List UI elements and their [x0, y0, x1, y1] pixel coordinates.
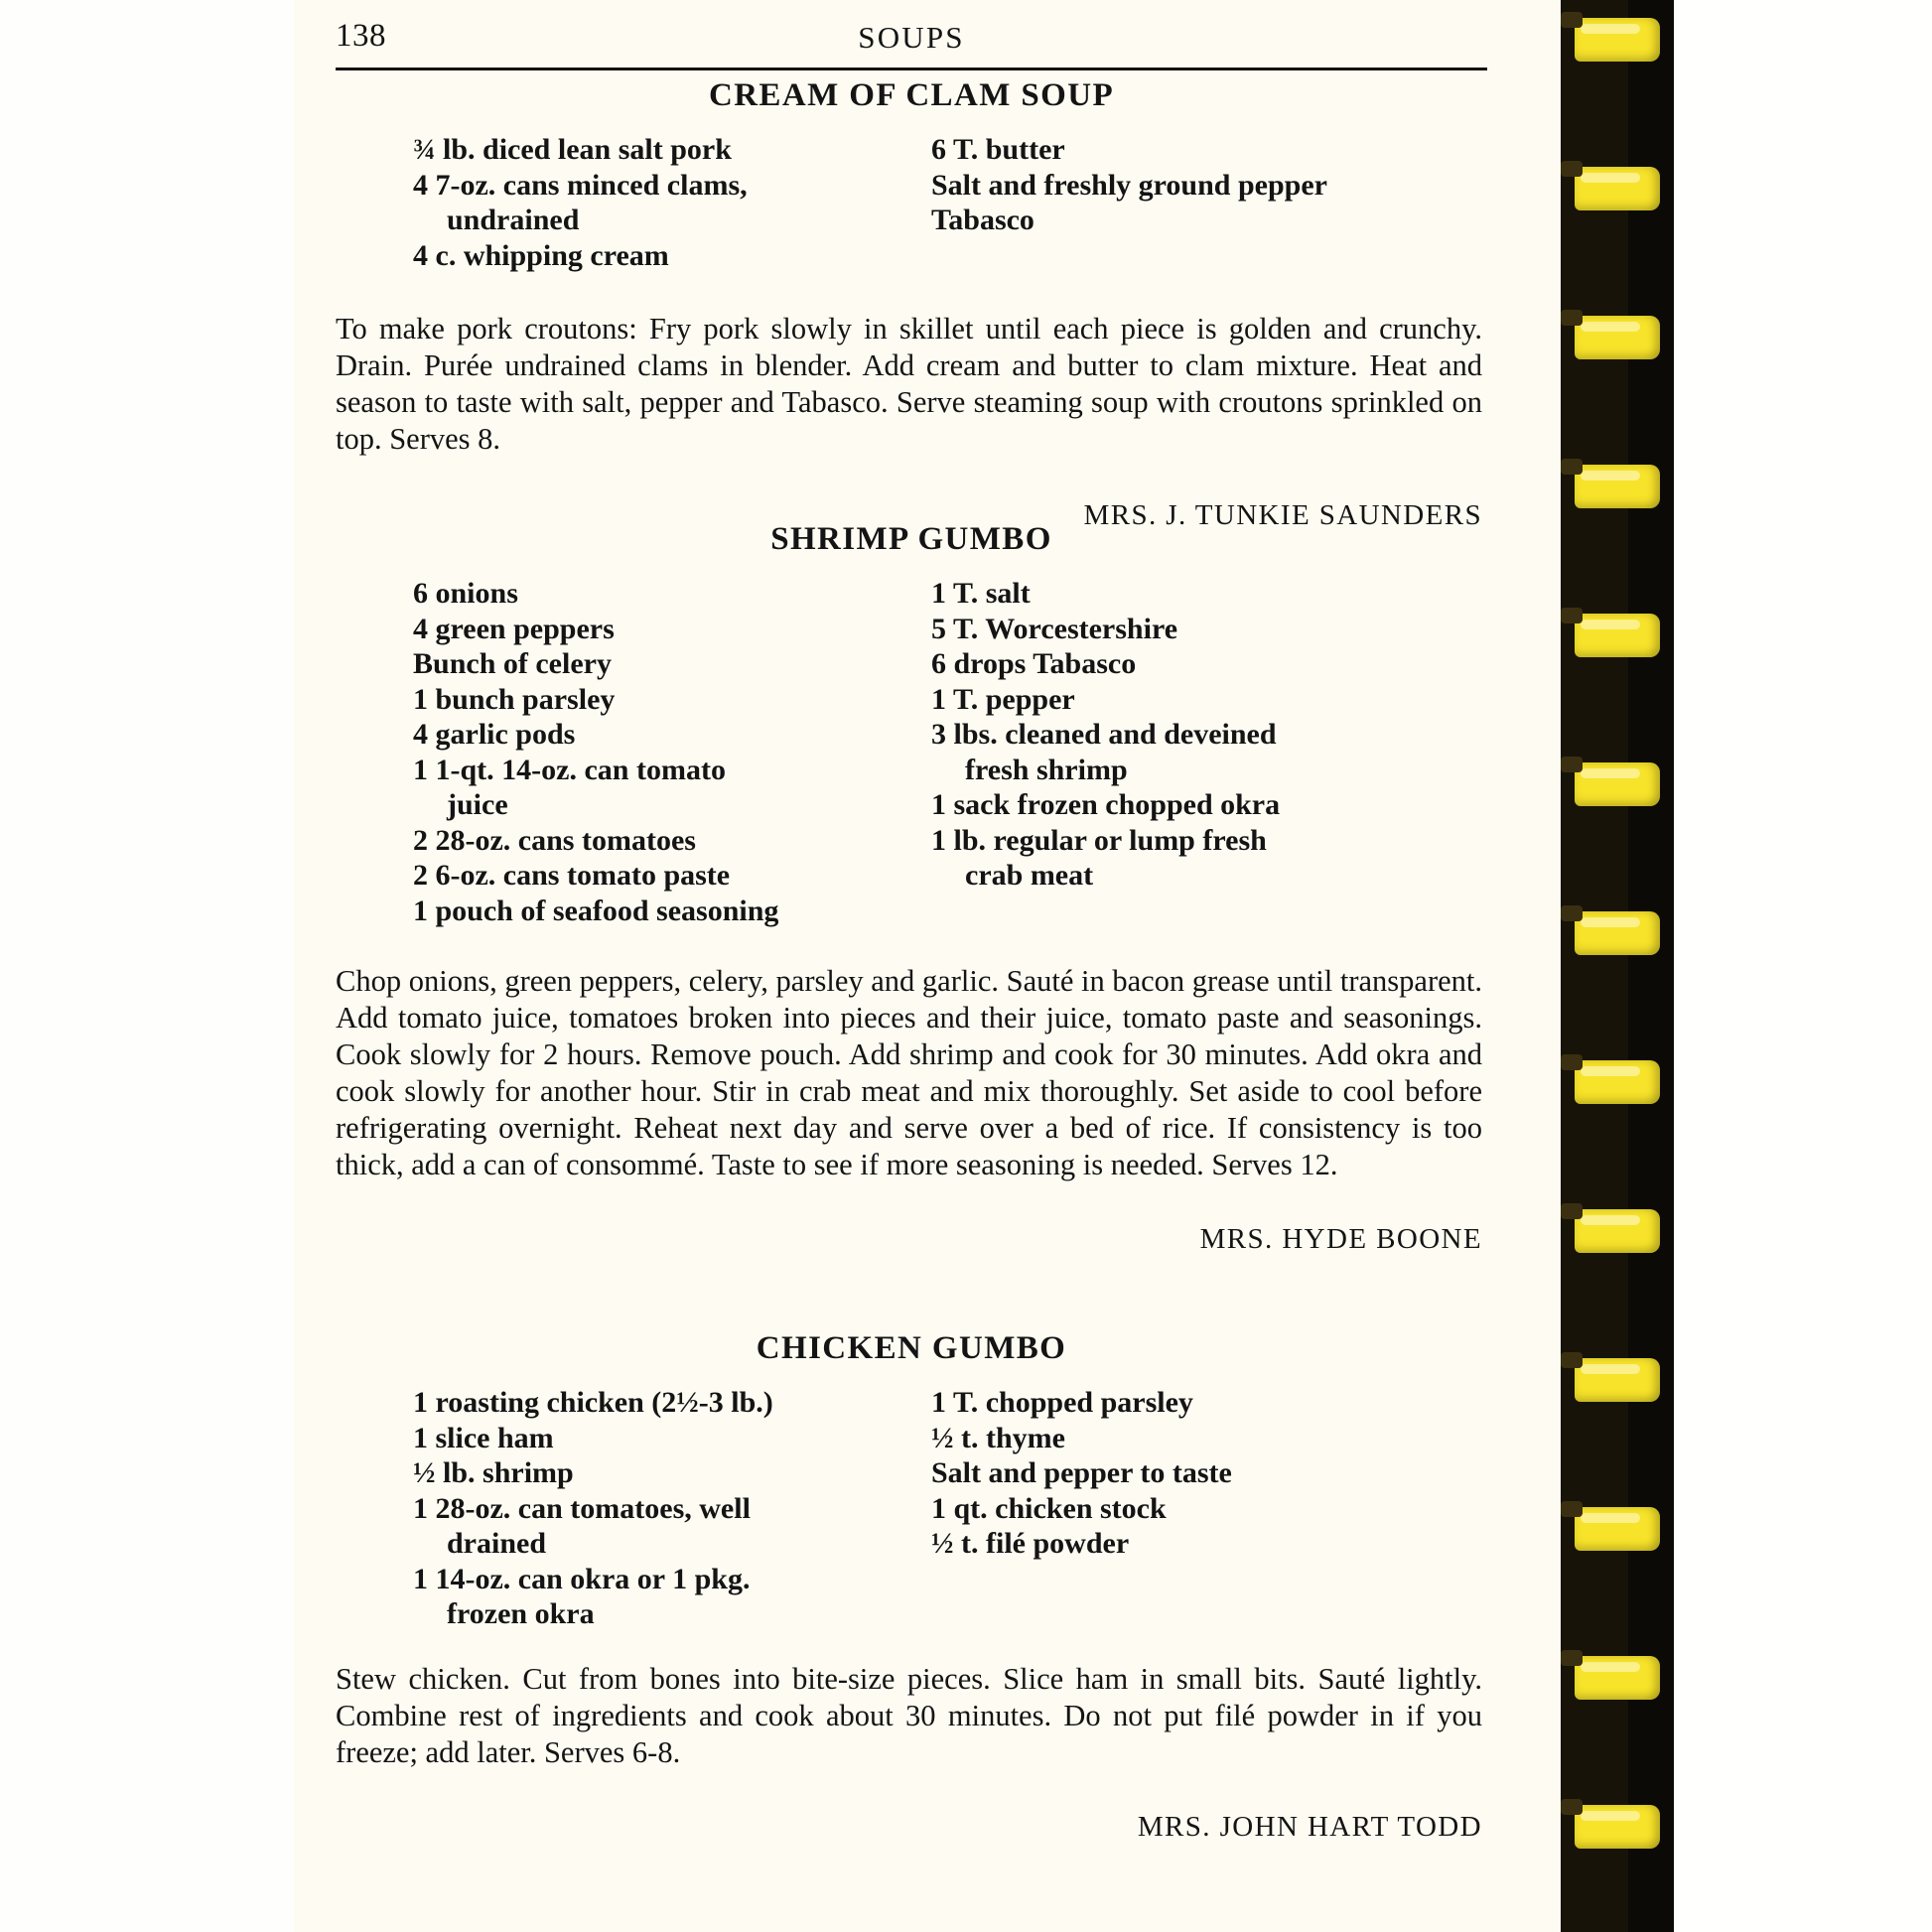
- binding-coil-highlight: [1581, 1513, 1640, 1523]
- ingredient-item: 6 T. butter: [931, 133, 1065, 166]
- ingredient-item: 1 T. salt: [931, 577, 1031, 610]
- binding-coil: [1575, 1060, 1660, 1104]
- ingredient-item: ½ t. thyme: [931, 1421, 1065, 1454]
- ingredient-item-continuation: crab meat: [965, 859, 1094, 892]
- ingredient-item: 1 roasting chicken (2½-3 lb.): [413, 1386, 773, 1419]
- recipe-method: To make pork croutons: Fry pork slowly in skillet until each piece is golden and crunchy. Drain. Purée undrained clams in blender. Add cream and butter to clam mixture. Heat and season to taste with salt, pepper and Tabasco. Serve steaming soup with croutons sprinkled on top. Serves 8.: [336, 312, 1482, 456]
- ingredient-item: 1 qt. chicken stock: [931, 1491, 1167, 1525]
- recipe-title: SHRIMP GUMBO: [770, 521, 1052, 557]
- ingredient-item: 2 6-oz. cans tomato paste: [413, 859, 731, 892]
- ingredient-item: Salt and freshly ground pepper: [931, 168, 1327, 202]
- recipe-shrimp-gumbo: [336, 521, 1487, 1256]
- binding-coil: [1575, 1209, 1660, 1253]
- ingredients-left-column: [413, 132, 929, 273]
- ingredient-item-continuation: frozen okra: [447, 1597, 595, 1630]
- ingredient-item: 1 28-oz. can tomatoes, well: [413, 1491, 751, 1525]
- ingredient-item: 1 bunch parsley: [413, 682, 616, 716]
- ingredient-item: 1 lb. regular or lump fresh: [931, 823, 1267, 857]
- ingredients-right-column: [931, 1385, 1457, 1562]
- ingredient-item-continuation: undrained: [447, 204, 580, 236]
- binding-shadow-inner: [1628, 0, 1674, 1932]
- binding-coil-highlight: [1581, 917, 1640, 927]
- binding-coil-highlight: [1581, 768, 1640, 778]
- recipe-attribution: MRS. HYDE BOONE: [1199, 1223, 1482, 1255]
- recipe-attribution: MRS. J. TUNKIE SAUNDERS: [1083, 499, 1482, 531]
- ingredients-right-column: [931, 576, 1457, 894]
- ingredient-item: 1 sack frozen chopped okra: [931, 788, 1281, 821]
- page-header: [336, 12, 1487, 68]
- ingredients-left-column: [413, 1385, 929, 1632]
- recipe-method: Chop onions, green peppers, celery, parsley and garlic. Sauté in bacon grease until transparent. Add tomato juice, tomatoes broken into pieces and their juice, tomato paste and seasonings. Cook slowly for 2 hours. Remove pouch. Add shrimp and cook for 30 minutes. Add okra and cook slowly for another hour. Stir in crab meat and mix thoroughly. Set aside to cool before refrigerating overnight. Reheat next day and serve over a bed of rice. If consistency is too thick, add a can of consommé. Taste to see if more seasoning is needed. Serves 12.: [336, 964, 1482, 1181]
- binding-coil-highlight: [1581, 1662, 1640, 1672]
- ingredient-item: 5 T. Worcestershire: [931, 612, 1178, 645]
- binding-coil: [1575, 911, 1660, 955]
- page-right-margin: [1674, 0, 1932, 1932]
- recipe-title: CHICKEN GUMBO: [756, 1330, 1067, 1366]
- ingredients-left-column: [413, 576, 929, 928]
- page-left-margin: [0, 0, 294, 1932]
- recipe-title: CREAM OF CLAM SOUP: [708, 77, 1115, 113]
- ingredient-item: 4 c. whipping cream: [413, 238, 669, 272]
- ingredient-item: 1 slice ham: [413, 1421, 554, 1454]
- page-content: [336, 0, 1527, 1932]
- binding-coil: [1575, 465, 1660, 508]
- recipe-cream-of-clam-soup: [336, 77, 1487, 532]
- ingredient-item: 4 garlic pods: [413, 718, 576, 751]
- ingredient-item: ½ t. filé powder: [931, 1527, 1130, 1560]
- binding-coil: [1575, 1358, 1660, 1402]
- binding-coil-highlight: [1581, 173, 1640, 183]
- ingredient-item: 1 T. chopped parsley: [931, 1386, 1193, 1419]
- section-title: SOUPS: [858, 20, 965, 55]
- recipe-chicken-gumbo: [336, 1330, 1487, 1844]
- ingredient-item: 6 drops Tabasco: [931, 647, 1137, 680]
- ingredient-item: 2 28-oz. cans tomatoes: [413, 823, 696, 857]
- binding-coil-highlight: [1581, 1811, 1640, 1821]
- header-rule: [336, 68, 1487, 70]
- ingredient-item: Tabasco: [931, 204, 1035, 236]
- ingredient-item: Bunch of celery: [413, 647, 612, 680]
- binding-coil: [1575, 18, 1660, 62]
- ingredient-item-continuation: juice: [447, 788, 508, 821]
- binding-coil: [1575, 762, 1660, 806]
- binding-coil-highlight: [1581, 24, 1640, 34]
- binding-coil: [1575, 316, 1660, 359]
- binding-coil-highlight: [1581, 1215, 1640, 1225]
- ingredient-grid: [336, 132, 1487, 281]
- ingredient-item-continuation: drained: [447, 1527, 547, 1560]
- recipe-method: Stew chicken. Cut from bones into bite-size pieces. Slice ham in small bits. Sauté lightly. Combine rest of ingredients and cook about 30 minutes. Do not put filé powder in if you freeze; add later. Serves 6-8.: [336, 1662, 1482, 1769]
- ingredient-item: 4 7-oz. cans minced clams,: [413, 168, 748, 202]
- binding-coil: [1575, 167, 1660, 210]
- ingredient-item: ½ lb. shrimp: [413, 1456, 574, 1489]
- binding-coil: [1575, 1805, 1660, 1849]
- ingredient-item: 3 lbs. cleaned and deveined: [931, 718, 1277, 751]
- binding-coil-highlight: [1581, 471, 1640, 481]
- ingredient-item: ¾ lb. diced lean salt pork: [413, 133, 732, 166]
- recipe-attribution: MRS. JOHN HART TODD: [1137, 1811, 1482, 1843]
- ingredient-item: 1 14-oz. can okra or 1 pkg.: [413, 1562, 751, 1595]
- ingredient-item: 4 green peppers: [413, 612, 615, 645]
- ingredient-grid: [336, 1385, 1487, 1635]
- binding-coil-highlight: [1581, 620, 1640, 629]
- binding-coil: [1575, 1507, 1660, 1551]
- binding-coil-highlight: [1581, 1364, 1640, 1374]
- ingredient-item: Salt and pepper to taste: [931, 1456, 1232, 1489]
- ingredient-item: 1 pouch of seafood seasoning: [413, 894, 779, 927]
- binding-coil-highlight: [1581, 1066, 1640, 1076]
- ingredient-item: 6 onions: [413, 577, 518, 610]
- ingredients-right-column: [931, 132, 1457, 238]
- ingredient-item: 1 1-qt. 14-oz. can tomato: [413, 753, 726, 786]
- ingredient-grid: [336, 576, 1487, 933]
- binding-coil-highlight: [1581, 322, 1640, 332]
- binding-coil: [1575, 614, 1660, 657]
- binding-coil: [1575, 1656, 1660, 1700]
- page-number: 138: [336, 18, 386, 54]
- ingredient-item-continuation: fresh shrimp: [965, 753, 1128, 786]
- ingredient-item: 1 T. pepper: [931, 682, 1075, 716]
